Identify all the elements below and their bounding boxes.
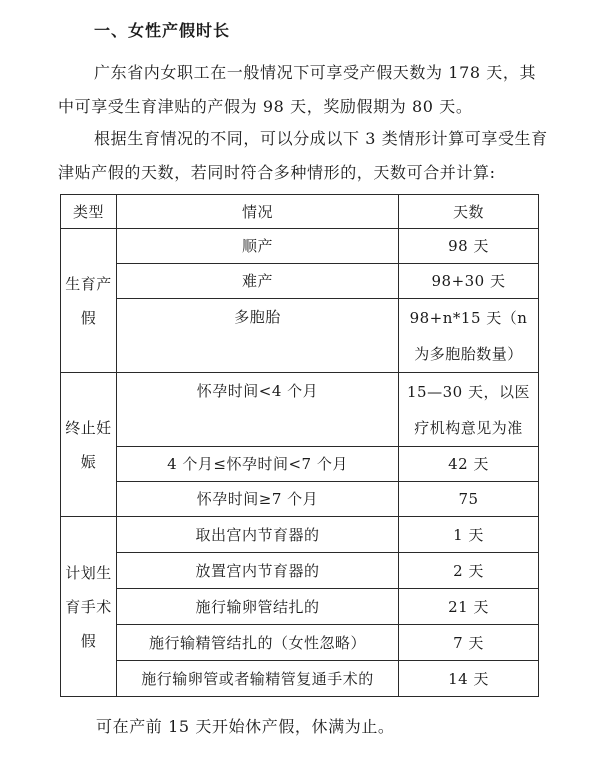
table-row — [61, 299, 539, 373]
table-row — [61, 482, 539, 517]
days-cell: 15—30 天，以医疗机构意见为准 — [399, 373, 539, 447]
table-row — [61, 517, 539, 553]
situation-cell: 顺产 — [117, 229, 399, 264]
days-cell: 42 天 — [399, 447, 539, 482]
days-cell: 7 天 — [399, 625, 539, 661]
table-row — [61, 589, 539, 625]
situation-cell: 怀孕时间≥7 个月 — [117, 482, 399, 517]
table-row — [61, 625, 539, 661]
category-cell: 终止妊娠 — [61, 373, 117, 517]
header-type: 类型 — [61, 195, 117, 229]
category-cell: 计划生育手术假 — [61, 517, 117, 697]
days-cell: 98 天 — [399, 229, 539, 264]
days-cell: 2 天 — [399, 553, 539, 589]
days-cell: 1 天 — [399, 517, 539, 553]
situation-cell: 多胞胎 — [117, 299, 399, 373]
category-cell: 生育产假 — [61, 229, 117, 373]
days-cell: 75 — [399, 482, 539, 517]
situation-cell: 4 个月≤怀孕时间<7 个月 — [117, 447, 399, 482]
table-row — [61, 553, 539, 589]
maternity-leave-table — [60, 194, 539, 697]
table-row — [61, 447, 539, 482]
intro-paragraph: 广东省内女职工在一般情况下可享受产假天数为 178 天，其中可享受生育津贴的产假为 98 天，奖励假期为 80 天。 — [58, 63, 537, 116]
table-row — [61, 264, 539, 299]
table-header-row — [61, 195, 539, 229]
situation-cell: 怀孕时间<4 个月 — [117, 373, 399, 447]
situation-cell: 施行输卵管结扎的 — [117, 589, 399, 625]
days-cell: 98+n*15 天（n 为多胞胎数量） — [399, 299, 539, 373]
header-days: 天数 — [399, 195, 539, 229]
header-situation: 情况 — [117, 195, 399, 229]
table-row — [61, 373, 539, 447]
explanation-paragraph: 根据生育情况的不同，可以分成以下 3 类情形计算可享受生育津贴产假的天数，若同时符合多种情形的，天数可合并计算: — [58, 129, 548, 182]
situation-cell: 施行输卵管或者输精管复通手术的 — [117, 661, 399, 697]
days-cell: 21 天 — [399, 589, 539, 625]
days-cell: 14 天 — [399, 661, 539, 697]
table-row — [61, 661, 539, 697]
situation-cell: 取出宫内节育器的 — [117, 517, 399, 553]
footer-note: 可在产前 15 天开始休产假，休满为止。 — [96, 717, 395, 736]
situation-cell: 难产 — [117, 264, 399, 299]
section-heading: 一、女性产假时长 — [94, 21, 231, 40]
situation-cell: 施行输精管结扎的（女性忽略） — [117, 625, 399, 661]
table-row — [61, 229, 539, 264]
situation-cell: 放置宫内节育器的 — [117, 553, 399, 589]
days-cell: 98+30 天 — [399, 264, 539, 299]
